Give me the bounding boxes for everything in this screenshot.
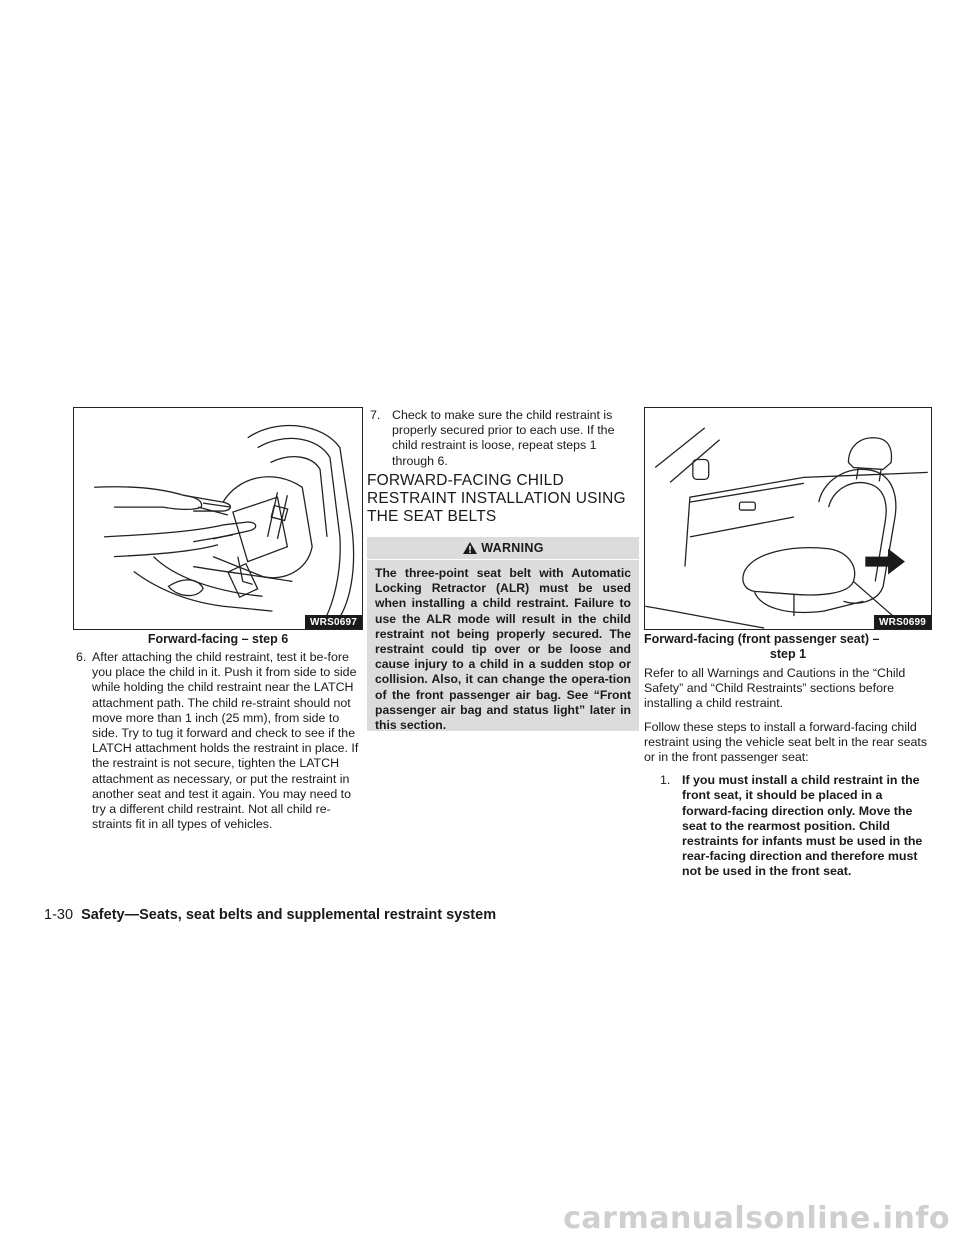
figure-forward-facing-front-passenger <box>644 407 932 630</box>
warning-label: WARNING <box>481 541 544 555</box>
caption-line2: step 1 <box>769 647 807 661</box>
figure-caption-left <box>73 632 363 647</box>
step-6-item <box>76 650 363 832</box>
step-number: 6. <box>76 650 87 664</box>
step-number: 7. <box>370 408 381 422</box>
middle-column-step7 <box>370 408 638 469</box>
figure-forward-facing-step6 <box>73 407 363 630</box>
child-seat-latch-illustration <box>74 408 362 629</box>
warning-text: The three-point seat belt with Automatic Locking Retractor (ALR) must be used when installing a child restraint. Failure to use the ALR mode will result in the child restraint not being properly secured. The restraint could tip over or be loose and cause injury to a child in a sudden stop or collision. Also, it can change the opera-tion of the front passenger air bag. See “Front passenger air bag and status light” later in this section. <box>375 566 631 733</box>
left-column-text <box>76 650 363 832</box>
front-passenger-seat-illustration <box>645 408 931 629</box>
steps-intro-paragraph: Follow these steps to install a forward-facing child restraint using the vehicle seat belt in the rear seats or in the front passenger seat: <box>644 719 928 765</box>
caption-text: Forward-facing – step 6 <box>147 632 289 646</box>
step-7-item <box>370 408 638 469</box>
section-title <box>367 472 642 526</box>
section-title-line1: FORWARD-FACING CHILD <box>367 472 564 489</box>
section-title-line2: RESTRAINT INSTALLATION USING <box>367 490 626 507</box>
page-number: 1-30 <box>44 907 74 923</box>
step-text: After attaching the child restraint, test it be-fore you place the child in it. Push it from side to side while holding the child restraint near the LATCH attachment path. The child re-straint should not move more than 1 inch (25 mm), from side to side. Try to tug it forward and check to see if the LATCH attachment holds the restraint in place. If the restraint is not secure, tighten the LATCH attachment as necessary, or put the restraint in another seat and test it again. You may need to try a different child restraint. Not all child re-straints fit in all types of vehicles. <box>92 650 359 832</box>
warning-box <box>367 537 639 731</box>
right-column-text <box>644 666 932 880</box>
step-number: 1. <box>660 773 671 788</box>
footer-section-name: Safety—Seats, seat belts and supplemental restraint system <box>81 907 497 923</box>
section-title-line3: THE SEAT BELTS <box>367 508 497 525</box>
step-text: If you must install a child restraint in the front seat, it should be placed in a forward-facing direction only. Move the seat to the rearmost position. Child restraints for infants must be used in the rear-facing direction and therefore must not be used in the front seat. <box>682 773 923 879</box>
step-1-item <box>644 773 932 879</box>
warning-header <box>367 537 639 560</box>
step-text: Check to make sure the child restraint is properly secured prior to each use. If the child restraint is loose, repeat steps 1 through 6. <box>392 408 615 468</box>
warning-triangle-icon <box>462 541 478 555</box>
figure-id-label: WRS0699 <box>874 615 931 629</box>
page-footer <box>44 907 496 923</box>
intro-paragraph: Refer to all Warnings and Cautions in the “Child Safety” and “Child Restraints” sections before installing a child restraint. <box>644 666 906 711</box>
watermark <box>0 1180 960 1242</box>
watermark-text: carmanualsonline.info <box>563 1201 950 1236</box>
figure-caption-right <box>644 632 932 662</box>
caption-line1: Forward-facing (front passenger seat) – <box>644 632 880 646</box>
figure-id-label: WRS0697 <box>305 615 362 629</box>
